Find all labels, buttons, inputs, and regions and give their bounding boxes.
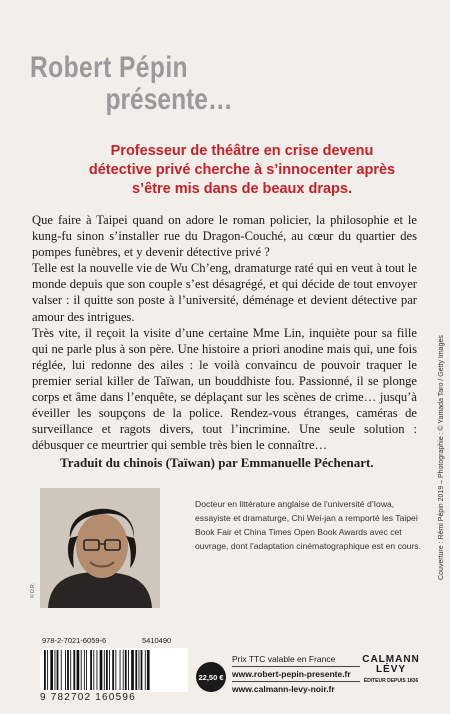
barcode-digits: 9 782702 160596 — [40, 692, 136, 703]
publisher-url-1[interactable]: www.robert-pepin-presente.fr — [232, 669, 351, 679]
product-code: 5410490 — [142, 636, 172, 645]
price-info — [232, 652, 360, 696]
blurb-paragraph-3: Très vite, il reçoit la visite d’une certaine Mme Lin, inquiète pour sa fille qui ne parle plus à son père. Une histoire a priori anodine mais qui, une fois réglée, lui redonne des ailes : le voilà convaincu de pouvoir traquer le premier serial killer de Taïwan, un bouddhiste fou. Passionné, il se plonge corps et âme dans l’enquête, se déplaçant sur les scènes de crime… jusqu’à éveiller les soupçons de la police. Rendez-vous étranges, caméras de surveillance et ragots divers, tout l’incrimine. Une seule solution : débusquer ce meurtrier qui semble très bien le connaître… — [32, 325, 417, 453]
barcode-icon — [40, 648, 188, 692]
author-bio: Docteur en littérature anglaise de l’université d’Iowa, essayiste et dramaturge, Chi Wei-jan a remporté les Taipei Book Fair et China Times Open Book Awards avec cet ouvrage, dont l’adaptation cinématographique est en cours. — [195, 499, 421, 551]
blurb — [32, 212, 417, 453]
barcode — [40, 648, 188, 692]
header-logo — [30, 52, 260, 116]
cover-credit: Couverture : Rémi Pépin 2019 – Photographie : © Yamada Taro / Getty Images — [438, 335, 445, 580]
publisher-url-2[interactable]: www.calmann-levy-noir.fr — [232, 684, 335, 694]
photo-credit: © D.R. — [30, 582, 36, 598]
blurb-paragraph-2: Telle est la nouvelle vie de Wu Ch’eng, dramaturge raté qui en veut à tout le monde depuis que son couple s’est désagrégé, et qui décide de tout envoyer valser : il quitte son poste à l’université, déménage et devient détective par amour des intrigues. — [32, 261, 417, 324]
isbn: 978-2-7021-6059-6 — [42, 636, 107, 645]
price-badge: 22,50 € — [196, 662, 226, 692]
author-portrait — [40, 488, 160, 608]
publisher-name-1: CALMANN — [362, 654, 420, 665]
publisher-since: ÉDITEUR DEPUIS 1836 — [363, 678, 419, 684]
blurb-paragraph-1: Que faire à Taipei quand on adore le roman policier, la philosophie et le kung-fu sinon s’installer rue du Dragon-Couché, au cœur du quartier des pompes funèbres, et y devenir détective privé ? — [32, 213, 417, 260]
tagline: Professeur de théâtre en crise devenu détective privé cherche à s’innocenter après s’être mis dans de beaux draps. — [88, 143, 396, 197]
price-label: Prix TTC valable en France — [232, 654, 336, 664]
publisher-name-2: LÉVY — [375, 664, 407, 675]
logo-line-1: Robert Pépin — [30, 51, 189, 84]
publisher-logo — [356, 655, 426, 684]
translator-credit: Traduit du chinois (Taïwan) par Emmanuelle Péchenart. — [60, 455, 374, 470]
author-photo-icon — [40, 488, 160, 608]
logo-line-2: présente… — [105, 83, 233, 116]
